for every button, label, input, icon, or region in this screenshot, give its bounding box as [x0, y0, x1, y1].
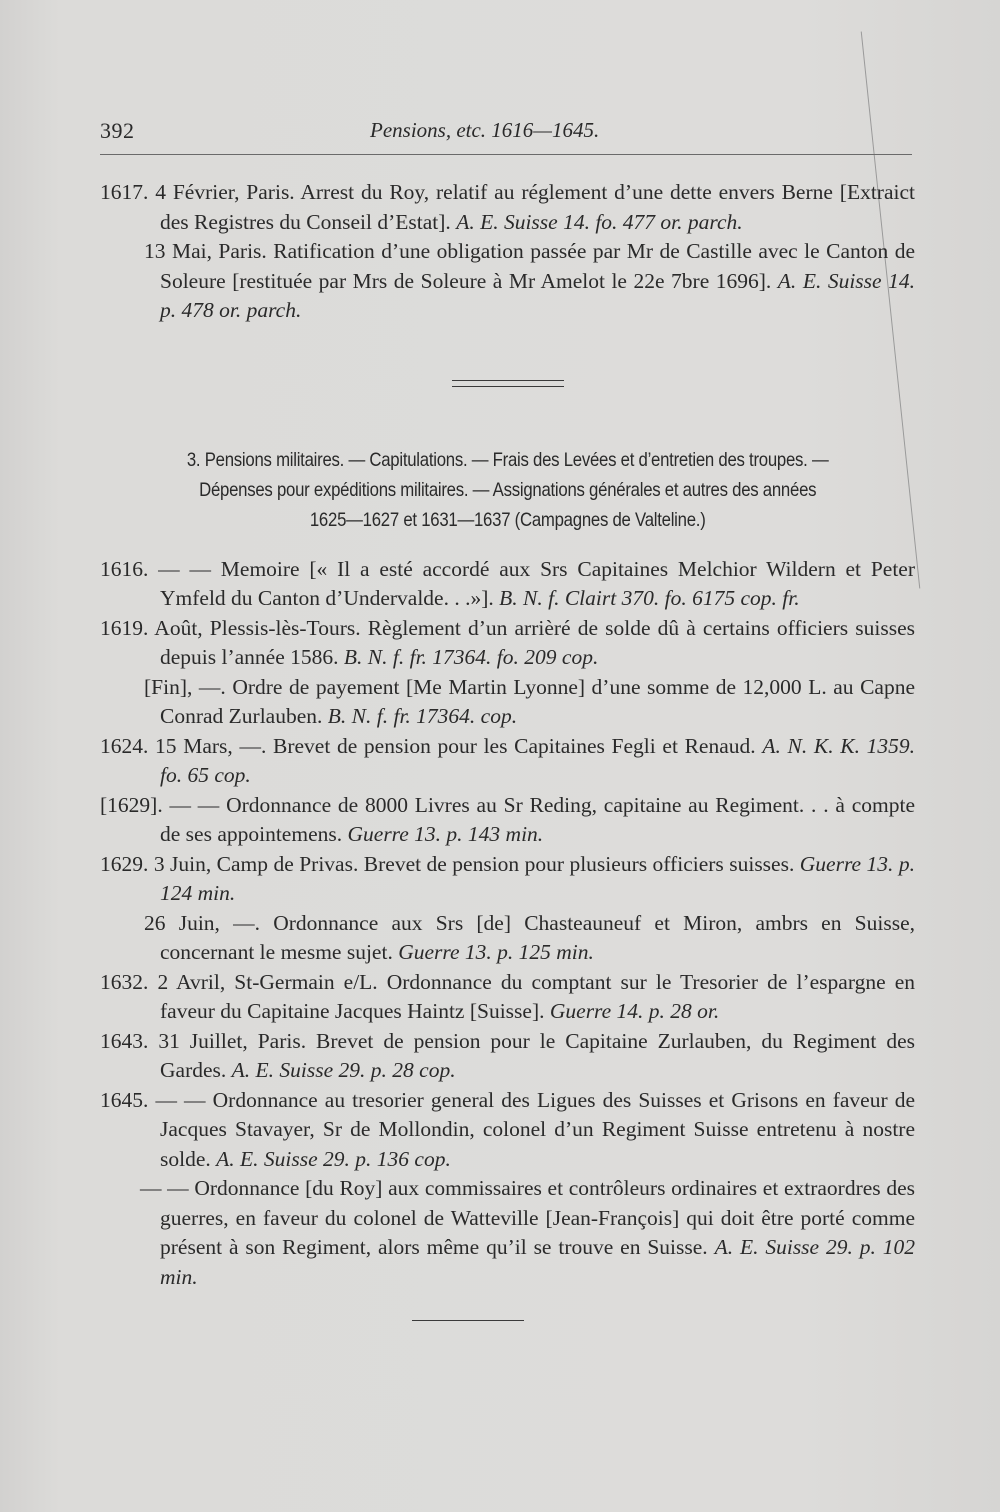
section-heading: [101, 445, 914, 535]
entry-text: Ordonnance au tresorier general des Ligues des Suisses et Grisons en faveur de Jacques Stavayer, Sr de Mollondin, colonel d’un Regiment Suisse entretenu à nostre solde.: [160, 1087, 916, 1171]
entry-text: Ratification d’une obligation passée par Mr de Castille avec le Canton de Soleure [restituée par Mrs de Soleure à Mr Amelot le 22e 7bre 1696].: [160, 239, 915, 293]
entry-text: Ordonnance de 8000 Livres au Sr Reding, capitaine au Regiment. . . à compte de ses appointemens.: [160, 792, 915, 846]
entry-text: Ordonnance [du Roy] aux commissaires et contrôleurs ordinaires et extraordres des guerres, en faveur du colonel de Watteville [Jean-François] qui doit être porté comme présent à son Regiment, alors même qu’il se trouve en Suisse.: [160, 1176, 915, 1259]
entry-date: 13 Mai, Paris.: [144, 239, 267, 263]
entry-1617-mai: [100, 237, 915, 326]
entry-text: Arrest du Roy, relatif au réglement d’une dette envers Berne [Extraict des Registres du Conseil d’Estat].: [160, 180, 915, 234]
entry-date: 1645. — —: [100, 1087, 206, 1112]
entry-text: Memoire [« Il a esté accordé aux Srs Capitaines Melchior Wildern et Peter Ymfeld du Canton d’Undervalde. . .»].: [160, 556, 915, 610]
entry-1645: [100, 1086, 915, 1175]
section-heading-line: 1625—1627 et 1631—1637 (Campagnes de Valteline.): [309, 508, 706, 531]
entry-text: Brevet de pension pour les Capitaines Fegli et Renaud.: [266, 733, 763, 758]
entry-date: 1617. 4 Février, Paris.: [100, 180, 295, 204]
entry-1624: [100, 732, 915, 791]
page-body: [100, 178, 915, 1321]
entry-text: Ordonnance aux Srs [de] Chasteauneuf et Miron, ambrs en Suisse, concernant le mesme sujet.: [160, 910, 916, 964]
entry-reference: Guerre 13. p. 125 min.: [398, 940, 594, 964]
entry-1629-undated: [100, 791, 915, 850]
entry-reference: Guerre 14. p. 28 or.: [549, 999, 720, 1023]
entry-reference: A. E. Suisse 29. p. 136 cop.: [216, 1146, 451, 1171]
entry-1616: [100, 555, 915, 614]
entry-reference: Guerre 13. p. 124 min.: [160, 851, 915, 905]
entry-1629-juin: [100, 850, 915, 909]
entry-1629-26-juin: [100, 909, 915, 968]
page-header: [100, 118, 912, 155]
entry-date: 1619. Août, Plessis-lès-Tours.: [100, 615, 361, 640]
entry-1619: [100, 614, 915, 673]
entry-reference: Guerre 13. p. 143 min.: [347, 822, 544, 846]
entry-reference: A. E. Suisse 14. p. 478 or. parch.: [160, 268, 915, 322]
section-heading-line: 3. Pensions militaires. — Capitulations. — Frais des Levées et d’entretien des troupes. —: [186, 448, 829, 471]
entry-date: [1629]. — —: [100, 792, 220, 817]
section-heading-line: Dépenses pour expéditions militaires. — Assignations générales et autres des années: [198, 478, 817, 501]
entry-text: Ordonnance du comptant sur le Tresorier de l’espargne en faveur du Capitaine Jacques Haintz [Suisse].: [160, 969, 915, 1023]
entry-date: 1632. 2 Avril, St-Germain e/L.: [100, 969, 378, 994]
entry-1632: [100, 968, 915, 1027]
end-rule: [412, 1320, 524, 1321]
entry-reference: B. N. f. fr. 17364. fo. 209 cop.: [343, 645, 599, 669]
entry-date: 26 Juin, —.: [144, 910, 260, 935]
entry-date: — —: [140, 1176, 189, 1200]
entry-reference: A. E. Suisse 29. p. 102 min.: [160, 1235, 915, 1289]
entry-text: Brevet de pension pour plusieurs officiers suisses.: [358, 851, 800, 876]
entry-1645-watteville: [100, 1174, 915, 1292]
entry-reference: B. N. f. Clairt 370. fo. 6175 cop. fr.: [499, 586, 800, 610]
page-number: 392: [100, 118, 135, 143]
entry-reference: A. E. Suisse 14. fo. 477 or. parch.: [456, 209, 743, 234]
entry-text: Ordre de payement [Me Martin Lyonne] d’une somme de 12,000 L. au Capne Conrad Zurlauben.: [160, 674, 915, 728]
entry-1619-fin: [100, 673, 915, 732]
entry-date: 1624. 15 Mars, —.: [100, 733, 267, 758]
entry-date: 1643. 31 Juillet, Paris.: [100, 1028, 307, 1053]
entry-1617: [100, 178, 915, 237]
entry-date: [Fin], —.: [144, 674, 226, 699]
entry-date: 1616. — —: [100, 556, 211, 581]
entry-reference: A. N. K. K. 1359. fo. 65 cop.: [160, 733, 916, 787]
entry-date: 1629. 3 Juin, Camp de Privas.: [100, 851, 359, 876]
entry-text: Règlement d’un arrièré de solde dû à certains officiers suisses depuis l’année 1586.: [160, 615, 915, 669]
entry-reference: B. N. f. fr. 17364. cop.: [327, 704, 518, 728]
running-title: Pensions, etc. 1616—1645.: [370, 118, 600, 142]
entry-text: Brevet de pension pour le Capitaine Zurlauben, du Regiment des Gardes.: [160, 1028, 915, 1082]
entry-1643: [100, 1027, 915, 1086]
entry-reference: A. E. Suisse 29. p. 28 cop.: [231, 1058, 456, 1082]
section-divider: [452, 380, 564, 387]
